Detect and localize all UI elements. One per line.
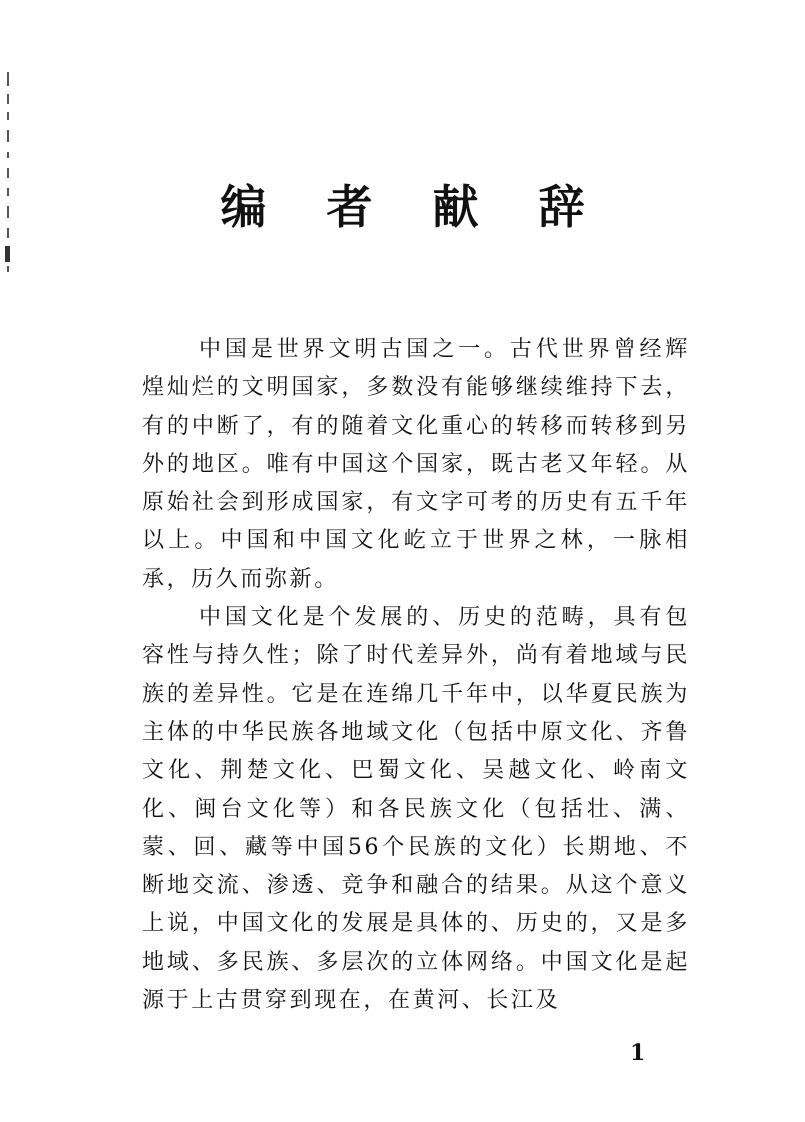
page-title: 编 者 献 辞: [220, 179, 607, 234]
paragraph-2: 中国文化是个发展的、历史的范畴，具有包容性与持久性；除了时代差异外，尚有着地域与民族的差异性。它是在连绵几千年中，以华夏民族为主体的中华民族各地域文化（包括中原文化、齐鲁文化、荆楚文化、巴蜀文化、吴越文化、岭南文化、闽台文化等）和各民族文化（包括壮、满、蒙、回、藏等中国56个民族的文化）长期地、不断地交流、渗透、竞争和融合的结果。从这个意义上说，中国文化的发展是具体的、历史的，又是多地域、多民族、多层次的立体网络。中国文化是起源于上古贯穿到现在，在黄河、长江及: [142, 605, 690, 1014]
page-number: 1: [630, 1040, 646, 1066]
body-text: [142, 331, 690, 1020]
paragraph-1: 中国是世界文明古国之一。古代世界曾经辉煌灿烂的文明国家，多数没有能够继续维持下去，有的中断了，有的随着文化重心的转移而转移到另外的地区。唯有中国这个国家，既古老又年轻。从原始社会到形成国家，有文字可考的历史有五千年以上。中国和中国文化屹立于世界之林，一脉相承，历久而弥新。: [142, 337, 690, 592]
scan-edge-marks: [4, 72, 16, 272]
